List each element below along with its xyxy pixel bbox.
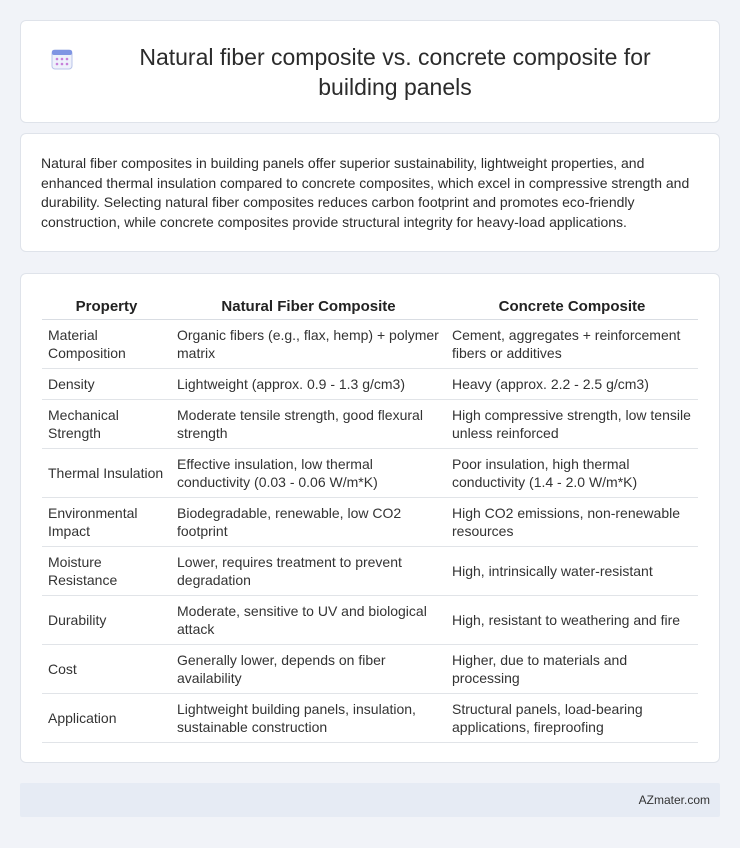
table-row bbox=[42, 498, 698, 547]
property-cell: Thermal Insulation bbox=[42, 449, 171, 498]
intro-text: Natural fiber composites in building panels offer superior sustainability, lightweight properties, and enhanced thermal insulation compared to concrete composites, which excel in compressive strength and durability. Selecting natural fiber composites reduces carbon footprint and promotes eco-friendly construction, while concrete composites provide structural integrity for heavy-load applications. bbox=[41, 155, 690, 230]
concrete-cell: Higher, due to materials and processing bbox=[446, 645, 698, 694]
footer-bar bbox=[20, 783, 720, 817]
concrete-cell: Heavy (approx. 2.2 - 2.5 g/cm3) bbox=[446, 369, 698, 400]
page-title: Natural fiber composite vs. concrete composite for building panels bbox=[139, 43, 651, 100]
header-natural-fiber: Natural Fiber Composite bbox=[171, 294, 446, 320]
property-cell: Mechanical Strength bbox=[42, 400, 171, 449]
natural-fiber-cell: Lightweight building panels, insulation, sustainable construction bbox=[171, 694, 446, 743]
header-property: Property bbox=[42, 294, 171, 320]
header-concrete: Concrete Composite bbox=[446, 294, 698, 320]
concrete-cell: High compressive strength, low tensile unless reinforced bbox=[446, 400, 698, 449]
table-row bbox=[42, 320, 698, 369]
natural-fiber-cell: Lower, requires treatment to prevent degradation bbox=[171, 547, 446, 596]
table-card bbox=[20, 273, 720, 763]
property-cell: Cost bbox=[42, 645, 171, 694]
concrete-cell: High, resistant to weathering and fire bbox=[446, 596, 698, 645]
natural-fiber-cell: Organic fibers (e.g., flax, hemp) + polymer matrix bbox=[171, 320, 446, 369]
table-row bbox=[42, 449, 698, 498]
table-row bbox=[42, 645, 698, 694]
property-cell: Material Composition bbox=[42, 320, 171, 369]
property-cell: Durability bbox=[42, 596, 171, 645]
property-cell: Environmental Impact bbox=[42, 498, 171, 547]
table-row bbox=[42, 596, 698, 645]
table-row bbox=[42, 369, 698, 400]
property-cell: Application bbox=[42, 694, 171, 743]
natural-fiber-cell: Lightweight (approx. 0.9 - 1.3 g/cm3) bbox=[171, 369, 446, 400]
title-card bbox=[20, 20, 720, 123]
natural-fiber-cell: Effective insulation, low thermal conductivity (0.03 - 0.06 W/m*K) bbox=[171, 449, 446, 498]
table-row bbox=[42, 547, 698, 596]
concrete-cell: Poor insulation, high thermal conductivity (1.4 - 2.0 W/m*K) bbox=[446, 449, 698, 498]
property-cell: Density bbox=[42, 369, 171, 400]
calendar-icon bbox=[51, 48, 73, 70]
concrete-cell: Cement, aggregates + reinforcement fibers or additives bbox=[446, 320, 698, 369]
footer-brand[interactable]: AZmater.com bbox=[638, 793, 710, 807]
intro-card bbox=[20, 133, 720, 252]
concrete-cell: High, intrinsically water-resistant bbox=[446, 547, 698, 596]
natural-fiber-cell: Biodegradable, renewable, low CO2 footprint bbox=[171, 498, 446, 547]
concrete-cell: Structural panels, load-bearing applications, fireproofing bbox=[446, 694, 698, 743]
table-header-row bbox=[42, 294, 698, 320]
title-wrap bbox=[21, 42, 719, 102]
concrete-cell: High CO2 emissions, non-renewable resources bbox=[446, 498, 698, 547]
natural-fiber-cell: Generally lower, depends on fiber availability bbox=[171, 645, 446, 694]
comparison-table bbox=[42, 294, 698, 743]
natural-fiber-cell: Moderate tensile strength, good flexural strength bbox=[171, 400, 446, 449]
natural-fiber-cell: Moderate, sensitive to UV and biological attack bbox=[171, 596, 446, 645]
property-cell: Moisture Resistance bbox=[42, 547, 171, 596]
table-row bbox=[42, 694, 698, 743]
table-row bbox=[42, 400, 698, 449]
